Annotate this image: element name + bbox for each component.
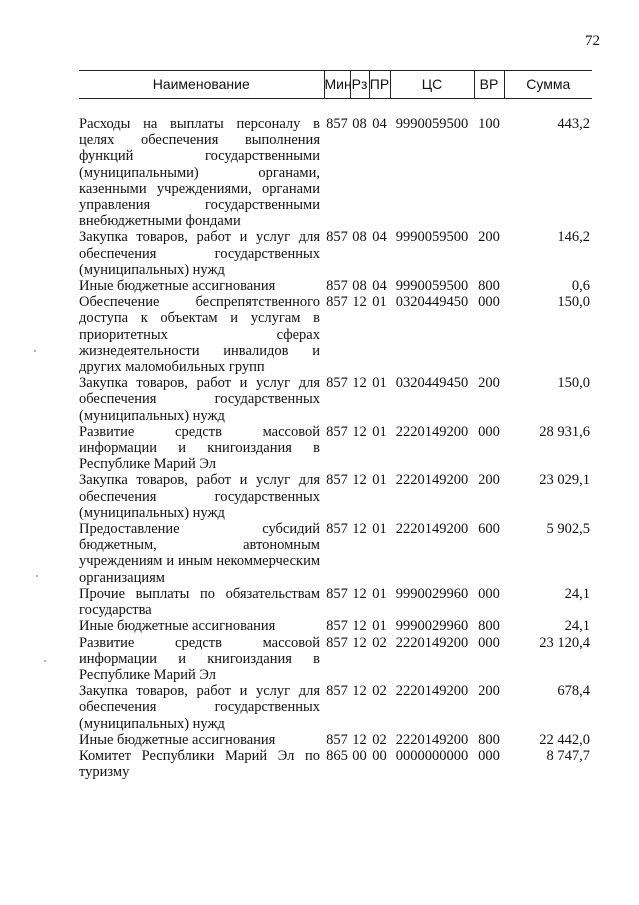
cell-name: Иные бюджетные ассигнования: [79, 618, 276, 635]
cell-pr: 01: [372, 618, 387, 635]
cell-vr: 200: [478, 229, 500, 246]
cell-sum: 23 029,1: [539, 472, 590, 489]
table-row: [79, 683, 592, 732]
cell-vr: 600: [478, 521, 500, 538]
cell-cs: 9990029960: [395, 618, 469, 635]
cell-min: 857: [326, 634, 348, 651]
cell-cs: 2220149200: [395, 423, 469, 440]
cell-pr: 01: [372, 294, 387, 311]
cell-vr: 800: [478, 278, 500, 295]
cell-sum: 150,0: [557, 375, 590, 392]
cell-vr: 000: [478, 634, 500, 651]
cell-vr: 200: [478, 375, 500, 392]
header-vr: ВР: [474, 71, 504, 99]
cell-rz: 12: [352, 618, 367, 635]
cell-cs: 9990059500: [395, 229, 469, 246]
table-header-row: [79, 71, 592, 99]
table-row: [79, 635, 592, 684]
cell-rz: 08: [352, 278, 367, 295]
cell-cs: 2220149200: [395, 683, 469, 700]
cell-sum: 150,0: [557, 294, 590, 311]
cell-min: 857: [326, 229, 348, 246]
cell-cs: 0320449450: [395, 294, 469, 311]
table-row: [79, 472, 592, 521]
cell-rz: 08: [352, 229, 367, 246]
table-row: [79, 521, 592, 586]
cell-sum: 0,6: [571, 278, 590, 295]
cell-rz: 12: [352, 585, 367, 602]
cell-pr: 02: [372, 634, 387, 651]
cell-name: Иные бюджетные ассигнования: [79, 278, 276, 295]
table-row: [79, 229, 592, 278]
cell-pr: 01: [372, 585, 387, 602]
cell-min: 857: [326, 472, 348, 489]
cell-vr: 000: [478, 294, 500, 311]
header-name: Наименование: [79, 71, 324, 99]
cell-pr: 04: [372, 278, 387, 295]
cell-cs: 2220149200: [395, 521, 469, 538]
cell-min: 857: [326, 731, 348, 748]
header-sum: Сумма: [504, 71, 592, 99]
scan-speck: [44, 660, 46, 662]
header-cs: ЦС: [390, 71, 474, 99]
cell-pr: 02: [372, 731, 387, 748]
cell-sum: 23 120,4: [539, 634, 590, 651]
cell-min: 857: [326, 585, 348, 602]
cell-name: Развитие средств массовой информации и книгоиздания в Республике Марий Эл: [79, 634, 320, 683]
budget-table: [79, 70, 592, 780]
table-row: [79, 748, 592, 780]
cell-cs: 2220149200: [395, 472, 469, 489]
cell-sum: 443,2: [557, 116, 590, 132]
cell-vr: 200: [478, 683, 500, 700]
cell-pr: 04: [372, 229, 387, 246]
cell-vr: 800: [478, 618, 500, 635]
cell-name: Предоставление субсидий бюджетным, автономным учреждениям и иным некоммерческим организациям: [79, 521, 320, 586]
cell-pr: 01: [372, 472, 387, 489]
cell-name: Комитет Республики Марий Эл по туризму: [79, 747, 320, 781]
cell-pr: 02: [372, 683, 387, 700]
table-row: [79, 116, 592, 229]
cell-cs: 9990029960: [395, 585, 469, 602]
cell-min: 857: [326, 375, 348, 392]
cell-rz: 12: [352, 423, 367, 440]
header-min: Мин: [324, 71, 350, 99]
cell-pr: 01: [372, 521, 387, 538]
scan-speck: [36, 575, 38, 577]
cell-rz: 12: [352, 731, 367, 748]
cell-cs: 9990059500: [395, 278, 469, 295]
spacer-row: [79, 99, 592, 117]
cell-cs: 0320449450: [395, 375, 469, 392]
table-row: [79, 732, 592, 748]
cell-rz: 08: [352, 116, 367, 132]
cell-sum: 24,1: [564, 585, 590, 602]
cell-name: Закупка товаров, работ и услуг для обеспечения государственных (муниципальных) нужд: [79, 229, 320, 278]
cell-rz: 12: [352, 683, 367, 700]
cell-sum: 22 442,0: [539, 731, 590, 748]
page-number: 72: [585, 33, 600, 49]
cell-name: Закупка товаров, работ и услуг для обеспечения государственных (муниципальных) нужд: [79, 683, 320, 732]
table-row: [79, 375, 592, 424]
cell-vr: 800: [478, 731, 500, 748]
header-pr: ПР: [369, 71, 390, 99]
cell-rz: 12: [352, 521, 367, 538]
table-row: [79, 424, 592, 473]
cell-min: 857: [326, 116, 348, 132]
cell-min: 857: [326, 683, 348, 700]
cell-rz: 12: [352, 472, 367, 489]
cell-cs: 9990059500: [395, 116, 469, 132]
table-row: [79, 294, 592, 375]
cell-pr: 04: [372, 116, 387, 132]
cell-cs: 0000000000: [395, 747, 469, 764]
cell-sum: 5 902,5: [546, 521, 590, 538]
cell-cs: 2220149200: [395, 731, 469, 748]
cell-cs: 2220149200: [395, 634, 469, 651]
table-row: [79, 586, 592, 618]
table-row: [79, 278, 592, 294]
cell-name: Расходы на выплаты персоналу в целях обеспечения выполнения функций государственными (муниципальными) органами, казенными учреждениями, органами управления государственными внебюджетными фондами: [79, 116, 320, 230]
cell-name: Иные бюджетные ассигнования: [79, 731, 276, 748]
cell-vr: 000: [478, 747, 500, 764]
cell-vr: 200: [478, 472, 500, 489]
scan-speck: [34, 350, 36, 352]
cell-sum: 8 747,7: [546, 747, 590, 764]
cell-sum: 146,2: [557, 229, 590, 246]
cell-name: Прочие выплаты по обязательствам государства: [79, 585, 320, 619]
cell-name: Развитие средств массовой информации и книгоиздания в Республике Марий Эл: [79, 423, 320, 473]
table-row: [79, 618, 592, 634]
cell-name: Закупка товаров, работ и услуг для обеспечения государственных (муниципальных) нужд: [79, 472, 320, 521]
cell-min: 857: [326, 521, 348, 538]
cell-min: 857: [326, 278, 348, 295]
cell-name: Обеспечение беспрепятственного доступа к объектам и услугам в приоритетных сферах жизнедеятельности инвалидов и других маломобильных групп: [79, 294, 320, 376]
cell-sum: 24,1: [564, 618, 590, 635]
cell-pr: 01: [372, 423, 387, 440]
cell-vr: 100: [478, 116, 500, 132]
cell-sum: 678,4: [557, 683, 590, 700]
cell-pr: 01: [372, 375, 387, 392]
cell-min: 857: [326, 294, 348, 311]
cell-vr: 000: [478, 585, 500, 602]
cell-rz: 12: [352, 375, 367, 392]
cell-min: 857: [326, 618, 348, 635]
cell-min: 857: [326, 423, 348, 440]
header-rz: Рз: [350, 71, 369, 99]
cell-vr: 000: [478, 423, 500, 440]
cell-rz: 12: [352, 634, 367, 651]
cell-sum: 28 931,6: [539, 423, 590, 440]
cell-rz: 00: [352, 747, 367, 764]
cell-rz: 12: [352, 294, 367, 311]
cell-pr: 00: [372, 747, 387, 764]
cell-name: Закупка товаров, работ и услуг для обеспечения государственных (муниципальных) нужд: [79, 375, 320, 424]
cell-min: 865: [326, 747, 348, 764]
